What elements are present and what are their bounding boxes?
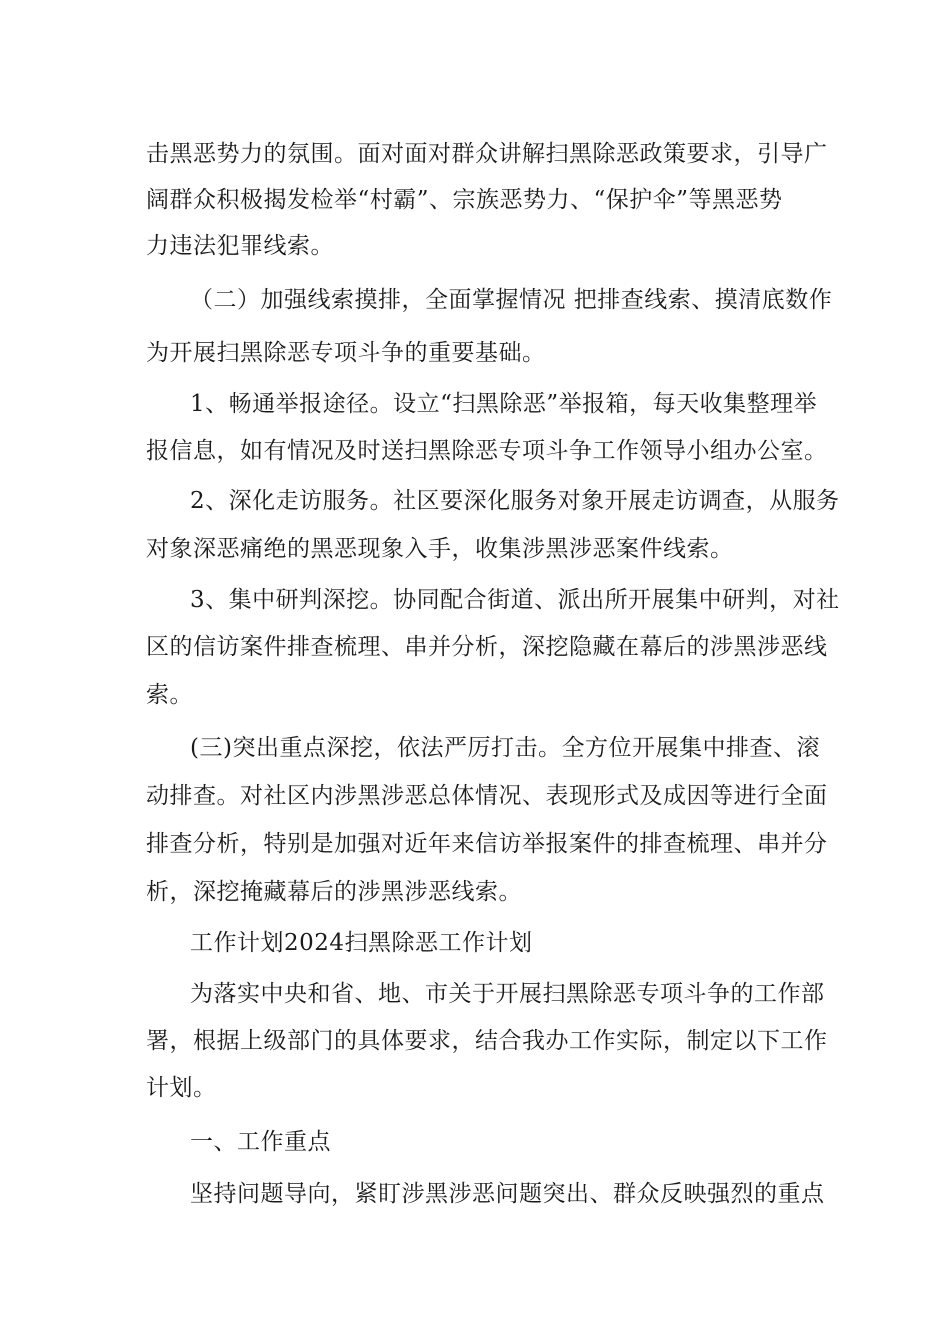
text-line: 索。 (146, 682, 193, 708)
section-heading: （二）加强线索摸排，全面掌握情况 把排查线索、摸清底数作 (190, 287, 833, 313)
text-line: 析，深挖掩藏幕后的涉黑涉恶线索。 (146, 879, 522, 905)
text-line: 署，根据上级部门的具体要求，结合我办工作实际，制定以下工作 (146, 1028, 828, 1054)
text-line: 3、集中研判深挖。协同配合街道、派出所开展集中研判，对社 (190, 587, 840, 613)
text-line: 2、深化走访服务。社区要深化服务对象开展走访调查，从服务 (190, 488, 840, 514)
text-line: 报信息，如有情况及时送扫黑除恶专项斗争工作领导小组办公室。 (146, 438, 828, 464)
section-heading: 一、工作重点 (190, 1129, 331, 1155)
text-line: 阔群众积极揭发检举“村霸”、宗族恶势力、“保护伞”等黑恶势 (146, 187, 783, 213)
text-line: 对象深恶痛绝的黑恶现象入手，收集涉黑涉恶案件线索。 (146, 536, 734, 562)
text-line: 力违法犯罪线索。 (146, 233, 334, 259)
text-line: 区的信访案件排查梳理、串并分析，深挖隐藏在幕后的涉黑涉恶线 (146, 634, 828, 660)
text-line: 计划。 (146, 1075, 217, 1101)
text-line: 为开展扫黑除恶专项斗争的重要基础。 (146, 340, 546, 366)
text-line: 1、畅通举报途径。设立“扫黑除恶”举报箱，每天收集整理举 (190, 391, 818, 417)
text-line: 动排查。对社区内涉黑涉恶总体情况、表现形式及成因等进行全面 (146, 783, 828, 809)
section-heading: (三)突出重点深挖，依法严厉打击。全方位开展集中排查、滚 (190, 735, 820, 761)
text-line: 为落实中央和省、地、市关于开展扫黑除恶专项斗争的工作部 (190, 981, 825, 1007)
text-line: 排查分析，特别是加强对近年来信访举报案件的排查梳理、串并分 (146, 831, 828, 857)
document-title: 工作计划2024扫黑除恶工作计划 (190, 930, 533, 956)
text-line: 坚持问题导向，紧盯涉黑涉恶问题突出、群众反映强烈的重点 (190, 1181, 825, 1207)
text-line: 击黑恶势力的氛围。面对面对群众讲解扫黑除恶政策要求，引导广 (146, 141, 828, 167)
